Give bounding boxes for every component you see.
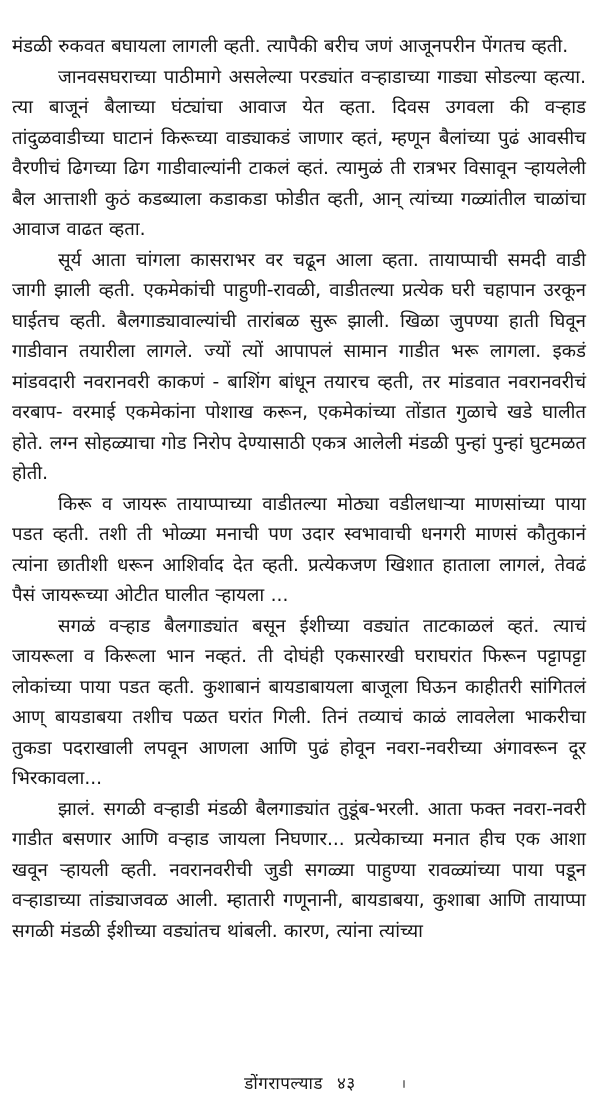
paragraph-blessings: किरू व जायरू तायाप्पाच्या वाडीतल्या मोठ्या वडीलधाऱ्या माणसांच्या पाया पडत व्हती. तशी ती भोळ्या मनाची पण उदार स्वभावाची धनगरी माणसं कौतुकानं त्यांना छातीशी धरून आशिर्वाद देत व्हती. प्रत्येकजण खिशात हाताला लागलं, तेवढं पैसं जायरूच्या ओटीत घालीत ऱ्हायला ... (12, 493, 586, 606)
print-mark (403, 1080, 405, 1088)
paragraph-sunrise-departure: सूर्य आता चांगला कासराभर वर चढून आला व्हता. तायाप्पाची समदी वाडी जागी झाली व्हती. एकमेकांची पाहुणी-रावळी, वाडीतल्या प्रत्येक घरी चहापान उरकून घाईतच व्हती. बैलगाड्यावाल्यांची तारांबळ सुरू झाली. खिळा जुपण्या हाती घिवून गाडीवान तयारीला लागले. ज्यों त्यों आपापलं सामान गाडीत भरू लागला. इकडं मांडवदारी नवरानवरी काकणं - बाशिंग बांधून तयारच व्हती, तर मांडवात नवरानवरीचं वरबाप- वरमाई एकमेकांना पोशाख करून, एकमेकांच्या तोंडात गुळाचे खडे घालीत होते. लग्न सोहळ्याचा गोड निरोप देण्यासाठी एकत्र आलेली मंडळी पुन्हां पुन्हां घुटमळत होती. (12, 249, 586, 484)
paragraph-ready-to-leave: झालं. सगळी वऱ्हाडी मंडळी बैलगाड्यांत तुडूंब-भरली. आता फक्त नवरा-नवरी गाडीत बसणार आणि वऱ्हाड जायला निघणार... प्रत्येकाच्या मनात हीच एक आशा खवून ऱ्हायली व्हती. नवरानवरीची जुडी सगळ्या पाहुण्या रावळ्यांच्या पाया पडून वऱ्हाडाच्या तांड्याजवळ आली. म्हातारी गणूनानी, बायडाबया, कुशाबा आणि तायाप्पा सगळी मंडळी ईशीच्या वड्यांतच थांबली. कारण, त्यांना त्यांच्या (12, 798, 586, 942)
paragraph-wedding-party-bullocks: जानवसघराच्या पाठीमागे असलेल्या परड्यांत वऱ्हाडाच्या गाड्या सोडल्या व्हत्या. त्या बाजूनं बैलाच्या घंट्यांचा आवाज येत व्हता. दिवस उगवला की वऱ्हाड तांदुळवाडीच्या घाटानं किरूच्या वाड्याकडं जाणार व्हतं, म्हणून बैलांच्या पुढं आवसीच वैरणीचं ढिगच्या ढिग गाडीवाल्यांनी टाकलं व्हतं. त्यामुळं ती रात्रभर विसावून ऱ्हायलेली बैल आत्ताशी कुठं कडब्याला कडाकडा फोडीत व्हती, आन् त्यांच्या गळ्यांतील चाळांचा आवाज वाढत व्हता. (12, 66, 586, 240)
paragraph-bhakri-ritual: सगळं वऱ्हाड बैलगाड्यांत बसून ईशीच्या वड्यांत ताटकाळलं व्हतं. त्याचं जायरूला व किरूला भान नव्हतं. ती दोघंही एकसारखी घराघरांत फिरून पट्टापट्टा लोकांच्या पाया पडत व्हती. कुशाबानं बायडाबायला बाजूला घिऊन काहीतरी सांगितलं आण् बायडाबया तशीच पळत घरांत गिली. तिनं तव्याचं काळं लावलेला भाकरीचा तुकडा पदराखाली लपवून आणला आणि पुढं होवून नवरा-नवरीच्या अंगावरून दूर भिरकावला... (12, 615, 586, 789)
running-title: डोंगरापल्याड (244, 1074, 324, 1094)
page-number: ४३ (337, 1074, 356, 1094)
paragraph-continuation: मंडळी रुकवत बघायला लागली व्हती. त्यापैकी बरीच जणं आजूनपरीन पेंगतच व्हती. (12, 36, 569, 57)
page-footer (0, 1072, 600, 1096)
